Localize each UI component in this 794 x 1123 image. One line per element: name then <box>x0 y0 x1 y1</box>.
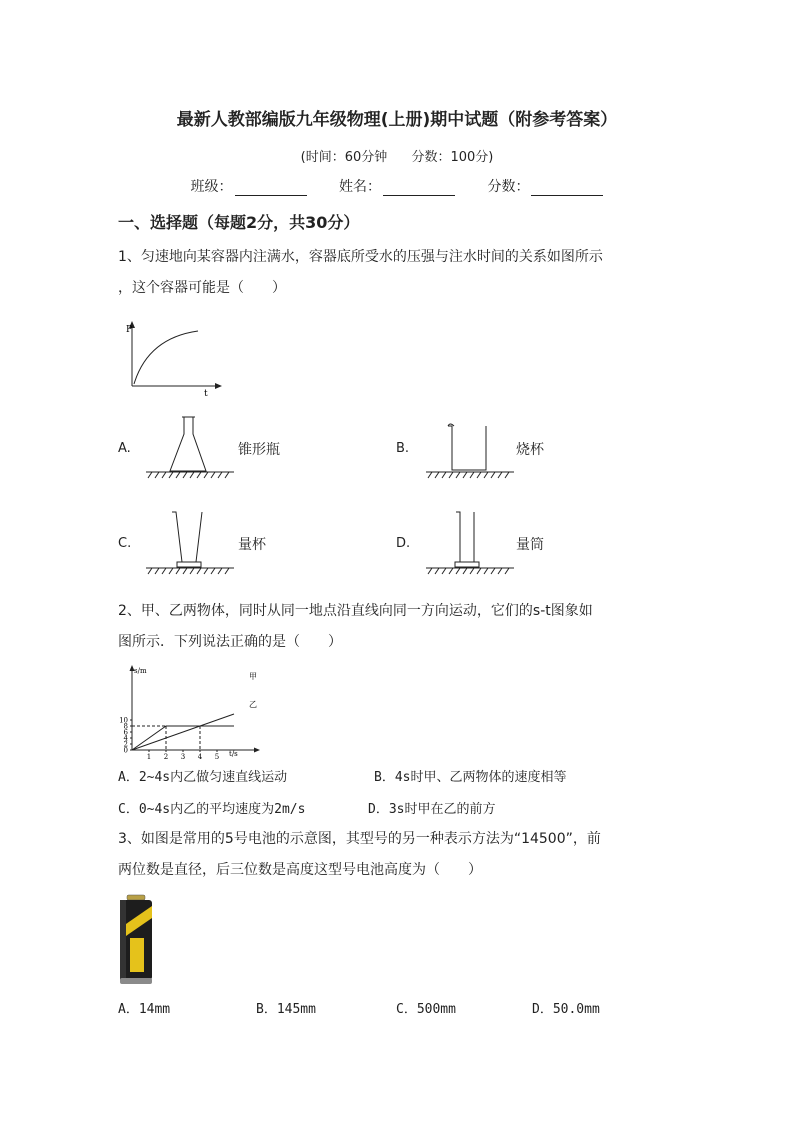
q3-option-b: B．145mm <box>256 1002 316 1017</box>
q2-option-c: C．0~4s内乙的平均速度为2m/s <box>118 802 306 817</box>
q2-option-d: D．3s时甲在乙的前方 <box>368 802 496 817</box>
question-2-line2: 图所示．下列说法正确的是（ ） <box>118 634 342 650</box>
option-c-name: 量杯 <box>238 537 266 553</box>
x-tick-label: 5 <box>214 753 220 761</box>
aa-battery-image <box>118 894 154 986</box>
graduated-cylinder-icon <box>422 508 522 580</box>
x-tick-label: 4 <box>197 753 203 761</box>
option-a-name: 锥形瓶 <box>238 442 280 458</box>
class-label: 班级： <box>190 179 233 195</box>
x-tick-label: 3 <box>180 753 186 761</box>
name-blank <box>383 180 455 196</box>
question-1-line1: 1、匀速地向某容器内注满水，容器底所受水的压强与注水时间的关系如图所示 <box>118 249 603 265</box>
x-tick-label: 1 <box>146 753 152 761</box>
question-3-line1: 3、如图是常用的5号电池的示意图，其型号的另一种表示方法为“14500”，前 <box>118 831 601 847</box>
y-tick-label: 0 <box>123 746 128 755</box>
s-t-graph <box>116 662 266 762</box>
question-3-line2: 两位数是直径，后三位数是高度这型号电池高度为（ ） <box>118 862 482 878</box>
question-1-line2: ，这个容器可能是（ ） <box>118 280 286 296</box>
q2-option-a: A．2~4s内乙做匀速直线运动 <box>118 770 288 785</box>
graph-x-label: t <box>204 389 208 398</box>
option-d-letter: D. <box>396 536 411 551</box>
class-blank <box>235 180 307 196</box>
y-tick-label: 10 <box>119 716 128 725</box>
name-label: 姓名： <box>339 179 381 195</box>
score-label: 分数： <box>487 179 530 195</box>
exam-time: (时间：60分钟 <box>300 150 388 165</box>
question-2-line1: 2、甲、乙两物体，同时从同一地点沿直线向同一方向运动，它们的s-t图象如 <box>118 603 593 619</box>
q3-option-d: D．50.0mm <box>532 1002 600 1017</box>
y-tick-label: 8 <box>123 722 128 731</box>
option-b-letter: B. <box>396 441 410 456</box>
question-2-text <box>118 596 678 658</box>
conical-flask-icon <box>142 414 242 484</box>
page-title: 最新人教部编版九年级物理(上册)期中试题（附参考答案） <box>176 110 618 130</box>
series-label-jia: 甲 <box>249 672 257 681</box>
score-blank <box>531 180 603 196</box>
option-d-name: 量筒 <box>516 537 544 553</box>
exam-meta <box>0 146 794 165</box>
option-b-name: 烧杯 <box>516 442 544 458</box>
series-label-yi: 乙 <box>249 700 257 709</box>
student-info-line <box>0 176 794 196</box>
beaker-icon <box>422 414 522 484</box>
pressure-time-graph <box>118 318 228 398</box>
measuring-cup-icon <box>142 508 242 580</box>
q3-option-a: A．14mm <box>118 1002 171 1017</box>
section-heading: 一、选择题（每题2分，共30分） <box>118 213 360 232</box>
s-t-y-label: s/m <box>134 667 147 675</box>
series-line-yi <box>132 726 234 750</box>
y-tick-label: 6 <box>123 728 128 737</box>
y-tick-label: 4 <box>123 734 128 743</box>
question-3-text <box>118 824 678 886</box>
s-t-x-label: t/s <box>229 750 238 758</box>
q2-option-b: B．4s时甲、乙两物体的速度相等 <box>374 770 567 785</box>
option-c-letter: C. <box>118 536 132 551</box>
y-tick-label: 2 <box>123 740 128 749</box>
option-a-letter: A. <box>118 441 131 456</box>
exam-total-score: 分数：100分) <box>411 150 494 165</box>
q3-option-c: C．500mm <box>396 1002 456 1017</box>
series-line-jia <box>132 714 234 750</box>
x-tick-label: 2 <box>163 753 169 761</box>
graph-y-label: P <box>126 325 133 335</box>
question-1-text <box>118 242 678 304</box>
